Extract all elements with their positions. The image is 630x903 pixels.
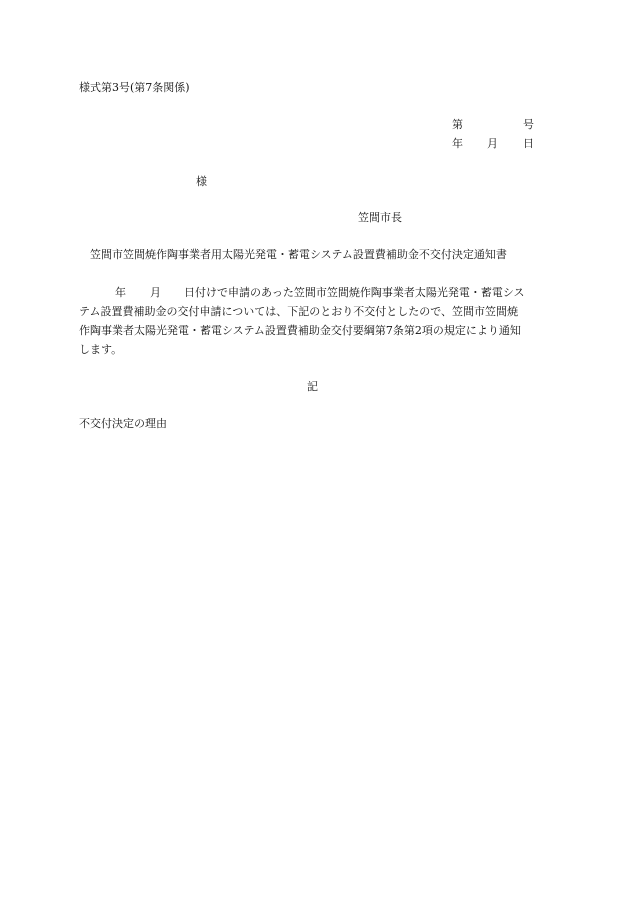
sender-name: 笠間市長	[358, 211, 402, 224]
body-line-4: します。	[79, 343, 123, 356]
body-line-2: テム設置費補助金の交付申請については、下記のとおり不交付としたので、笠間市笠間焼	[79, 305, 519, 318]
date-day-label: 日	[523, 137, 534, 150]
addressee-honorific: 様	[196, 175, 207, 188]
date-year-label: 年	[452, 137, 463, 150]
reason-label: 不交付決定の理由	[79, 417, 167, 430]
document-title: 笠間市笠間焼作陶事業者用太陽光発電・蓄電システム設置費補助金不交付決定通知書	[90, 248, 507, 261]
date-month-label: 月	[487, 137, 498, 150]
reference-number-suffix: 号	[523, 118, 534, 131]
body-line-1-text: 日付けで申請のあった笠間市笠間焼作陶事業者太陽光発電・蓄電シス	[184, 286, 525, 299]
reference-number-prefix: 第	[452, 118, 463, 131]
ki-heading: 記	[307, 380, 318, 393]
body-month-label: 月	[150, 286, 161, 299]
form-number: 様式第3号(第7条関係)	[79, 81, 190, 94]
body-year-label: 年	[115, 286, 126, 299]
body-line-3: 作陶事業者太陽光発電・蓄電システム設置費補助金交付要綱第7条第2項の規定により通知	[79, 324, 521, 337]
